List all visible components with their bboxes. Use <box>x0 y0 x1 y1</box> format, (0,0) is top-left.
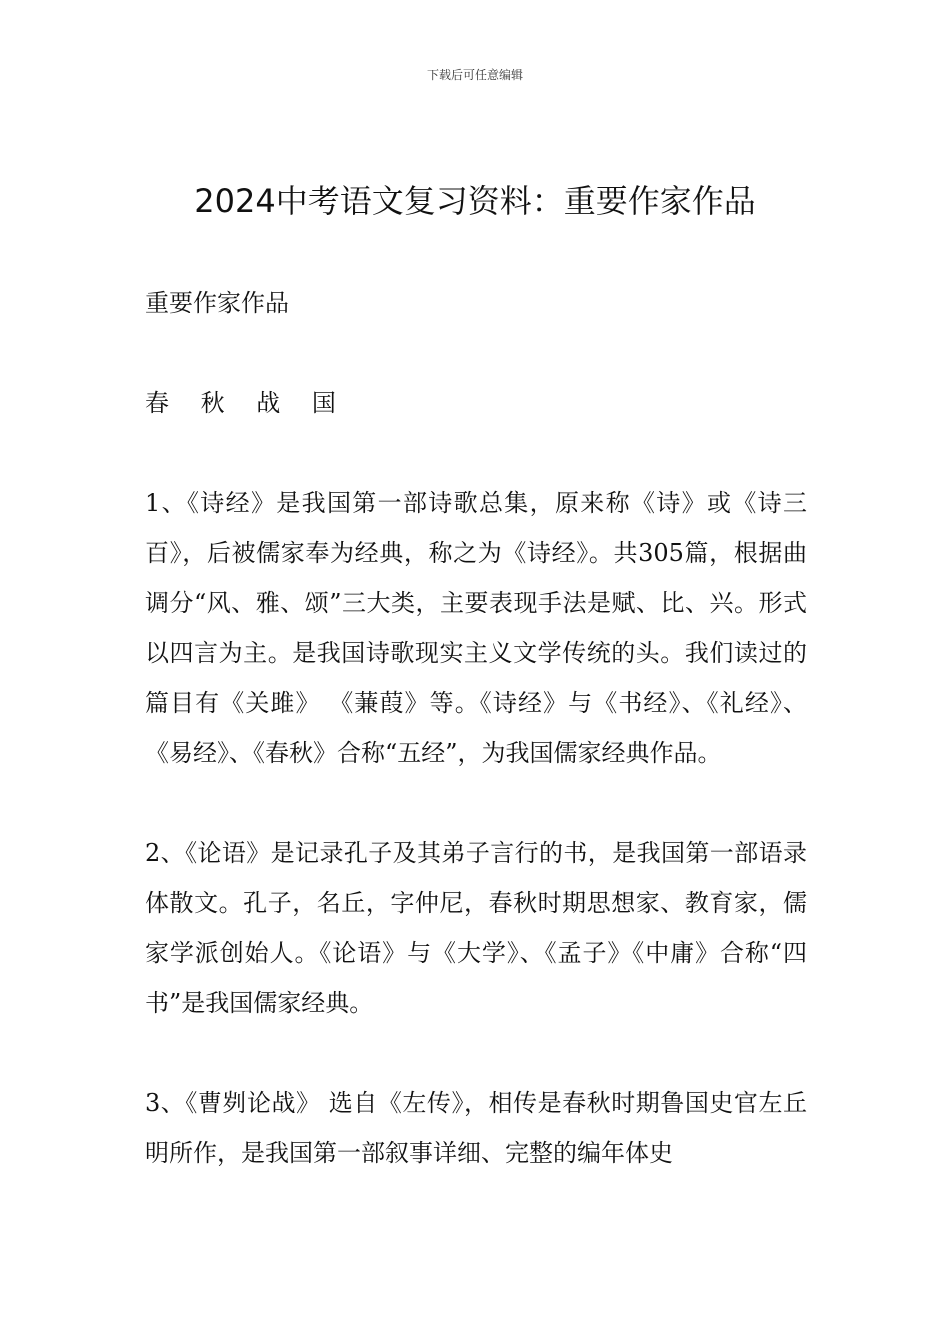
document-body <box>145 278 807 1228</box>
section-subheading: 重要作家作品 <box>145 289 289 317</box>
era-heading: 春 秋 战 国 <box>145 389 348 417</box>
paragraph-3: 3、《曹刿论战》 选自《左传》，相传是春秋时期鲁国史官左丘明所作，是我国第一部叙事详细、完整的编年体史 <box>145 1089 807 1167</box>
paragraph-1: 1、《诗经》是我国第一部诗歌总集，原来称《诗》或《诗三百》，后被儒家奉为经典，称之为《诗经》。共305篇，根据曲调分“风、雅、颂”三大类，主要表现手法是赋、比、兴。形式以四言为主。是我国诗歌现实主义文学传统的头。我们读过的篇目有《关雎》 《蒹葭》等。《诗经》与《书经》、《礼经》、《易经》、《春秋》合称“五经”，为我国儒家经典作品。 <box>145 489 807 767</box>
paragraph-2: 2、《论语》是记录孔子及其弟子言行的书，是我国第一部语录体散文。孔子，名丘，字仲尼，春秋时期思想家、教育家，儒家学派创始人。《论语》与《大学》、《孟子》《中庸》合称“四书”是我国儒家经典。 <box>145 839 807 1017</box>
document-title: 2024中考语文复习资料：重要作家作品 <box>194 182 756 220</box>
header-note: 下载后可任意编辑 <box>426 68 523 82</box>
